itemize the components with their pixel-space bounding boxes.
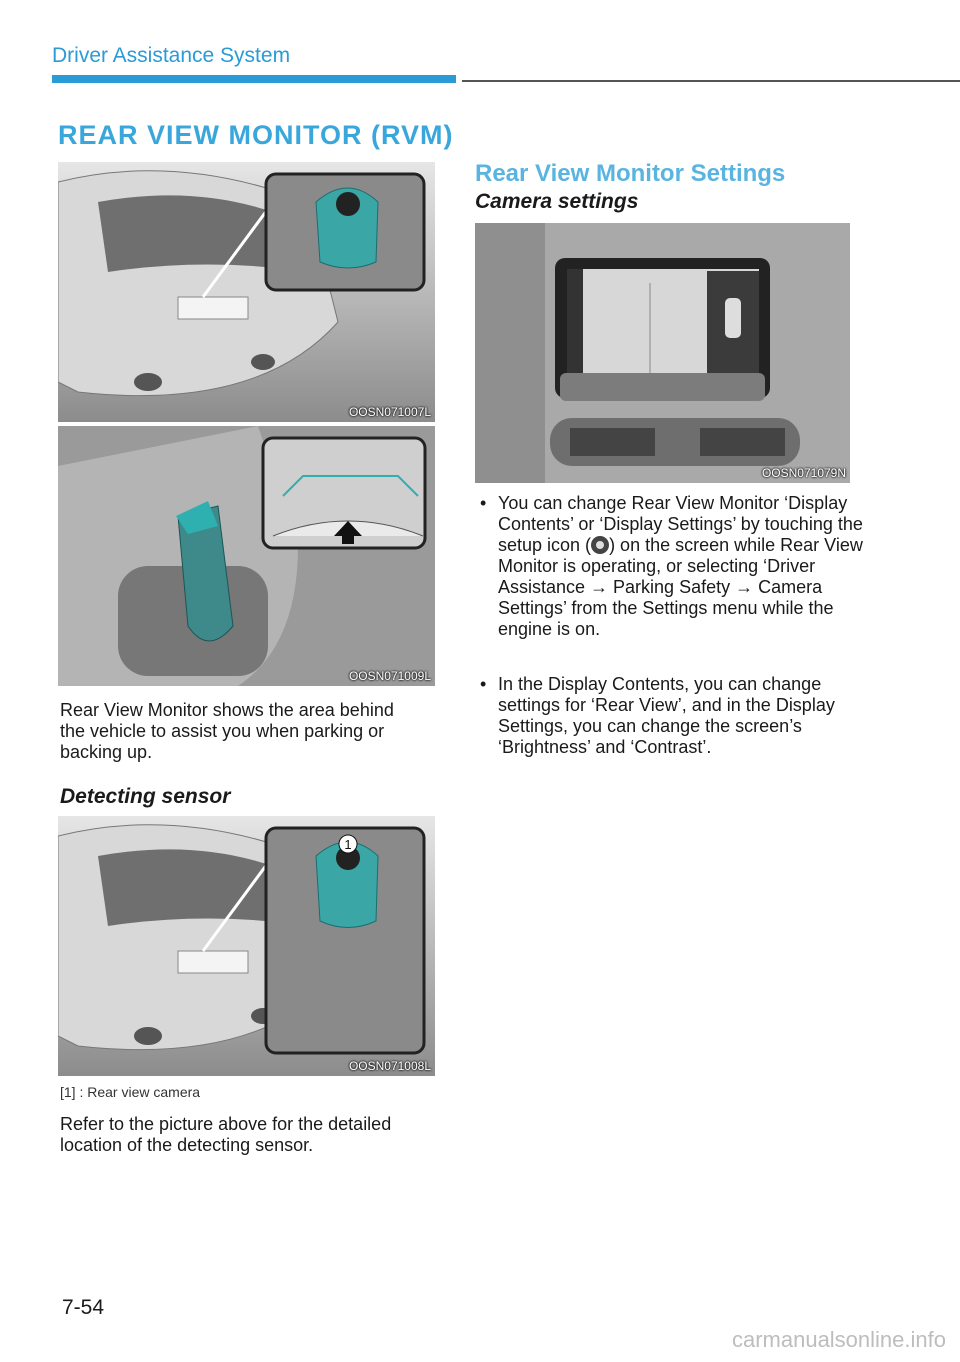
bullet-mark: • xyxy=(480,493,487,513)
page-number: 7-54 xyxy=(62,1296,105,1319)
bullet-mark: • xyxy=(480,674,487,694)
bullet-text-part2: ) on the screen while Rear View Monitor is operating, or selecting ‘Driver Assistance → Parking Safety → Camera Settings’ from the Settings menu while the engine is on. xyxy=(498,535,863,639)
detecting-paragraph: Refer to the picture above for the detailed location of the detecting sensor. xyxy=(60,1114,392,1155)
section-title: REAR VIEW MONITOR (RVM) xyxy=(58,120,454,150)
settings-title: Rear View Monitor Settings xyxy=(475,160,786,187)
running-header: Driver Assistance System xyxy=(52,44,291,67)
figure-code: OOSN071009L xyxy=(348,669,431,683)
intro-paragraph: Rear View Monitor shows the area behind the vehicle to assist you when parking or backing up. xyxy=(60,700,394,762)
gear-icon xyxy=(591,536,609,554)
bullet-text: In the Display Contents, you can change settings for ‘Rear View’, and in the Display Settings, you can change the screen’s ‘Brightness’ and ‘Contrast’. xyxy=(498,674,835,757)
gear-shifter-illustration xyxy=(58,426,435,686)
watermark: carmanualsonline.info xyxy=(731,1327,946,1352)
bullet-text-part1: You can change Rear View Monitor ‘Display Contents’ or ‘Display Settings’ by touching the setup icon ( xyxy=(498,493,863,555)
car-rear-sensor-illustration xyxy=(58,816,435,1076)
figure-code: OOSN071007L xyxy=(348,405,431,419)
figure-rear-camera xyxy=(58,162,435,422)
figure-code: OOSN071079N xyxy=(761,466,846,480)
figure-display xyxy=(475,223,850,483)
bullet-item xyxy=(480,493,873,640)
camera-settings-heading: Camera settings xyxy=(475,190,639,213)
car-rear-illustration xyxy=(58,162,435,422)
dashboard-display-illustration xyxy=(475,223,850,483)
bullet-item xyxy=(480,674,873,758)
header-rule xyxy=(462,80,960,82)
figure-gear-shifter xyxy=(58,426,435,686)
figure-detecting-sensor xyxy=(58,816,435,1076)
detecting-sensor-heading: Detecting sensor xyxy=(60,785,231,808)
figure-caption: [1] : Rear view camera xyxy=(60,1084,201,1100)
callout-number: 1 xyxy=(344,837,352,852)
figure-code: OOSN071008L xyxy=(348,1059,431,1073)
header-rule-accent xyxy=(52,75,456,83)
